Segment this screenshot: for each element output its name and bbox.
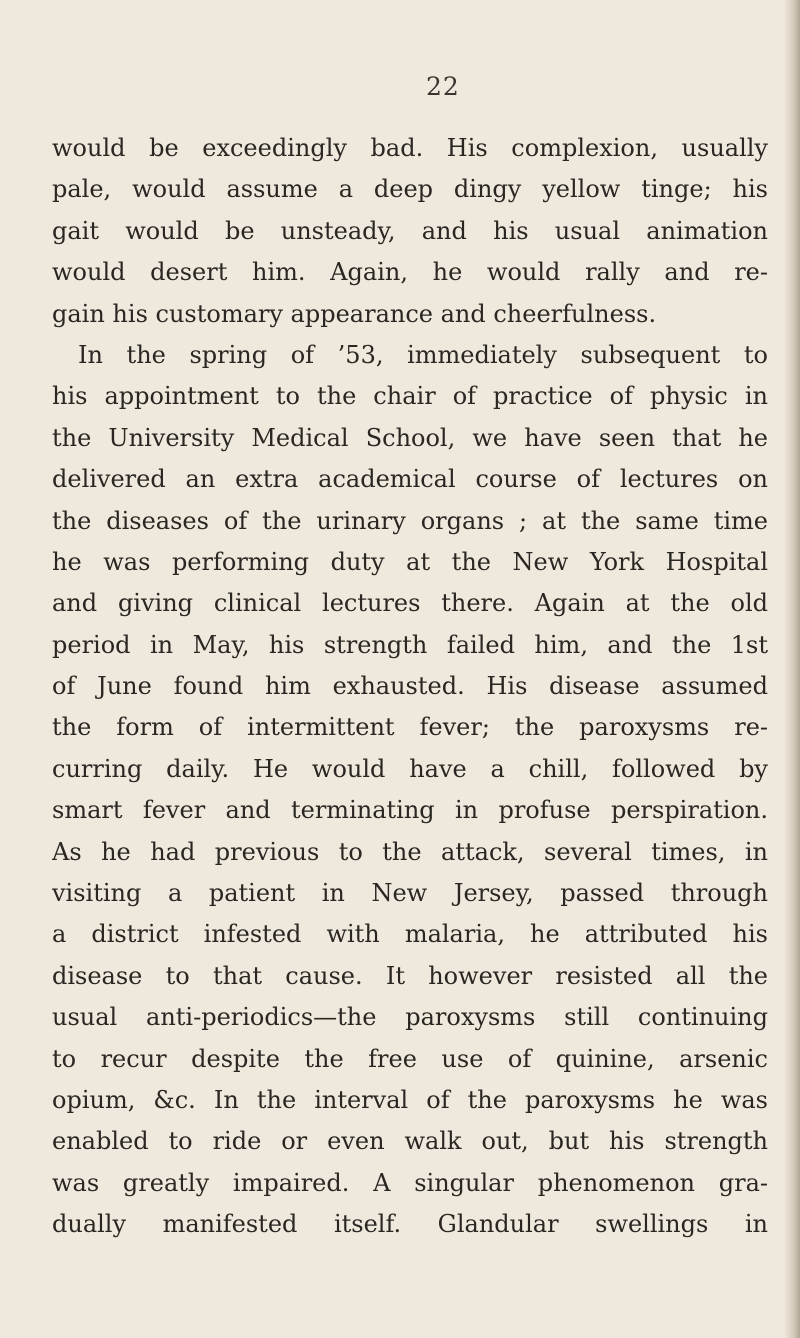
text-line: disease to that cause. It however resisted all the [52,961,768,990]
text-line: gain his customary appearance and cheerfulness. [52,299,657,328]
text-line: the University Medical School, we have seen that he [52,423,768,452]
page-edge-shadow [784,0,800,1338]
text-line: pale, would assume a deep dingy yellow tinge; his [52,175,768,204]
text-line: enabled to ride or even walk out, but his strength [52,1127,768,1156]
text-line: the diseases of the urinary organs ; at the same time [52,506,768,535]
text-line: he was performing duty at the New York Hospital [52,547,768,576]
body-text [52,128,768,1246]
text-line: to recur despite the free use of quinine, arsenic [52,1044,768,1073]
text-line: opium, &c. In the interval of the paroxysms he was [52,1085,768,1114]
text-line: would desert him. Again, he would rally and re- [52,258,768,287]
text-line: was greatly impaired. A singular phenomenon gra- [52,1168,768,1197]
text-line: would be exceedingly bad. His complexion, usually [52,134,768,162]
text-line: period in May, his strength failed him, and the 1st [52,630,768,659]
text-line: visiting a patient in New Jersey, passed through [52,879,768,908]
text-line: dually manifested itself. Glandular swellings in [52,1210,768,1239]
text-line: curring daily. He would have a chill, followed by [52,754,768,783]
text-line: smart fever and terminating in profuse perspiration. [52,796,768,825]
text-line: usual anti-periodics—the paroxysms still continuing [52,1003,768,1032]
text-line: and giving clinical lectures there. Again at the old [52,589,768,618]
text-line: his appointment to the chair of practice of physic in [52,382,768,411]
text-line: In the spring of ’53, immediately subsequent to [78,340,768,369]
text-line: As he had previous to the attack, several times, in [52,837,768,866]
text-line: a district infested with malaria, he attributed his [52,920,768,949]
page-number: 22 [426,72,460,101]
text-line: delivered an extra academical course of lectures on [52,465,768,494]
text-line: of June found him exhausted. His disease assumed [52,672,768,701]
text-line: the form of intermittent fever; the paroxysms re- [52,713,768,742]
text-line: gait would be unsteady, and his usual animation [52,216,768,245]
